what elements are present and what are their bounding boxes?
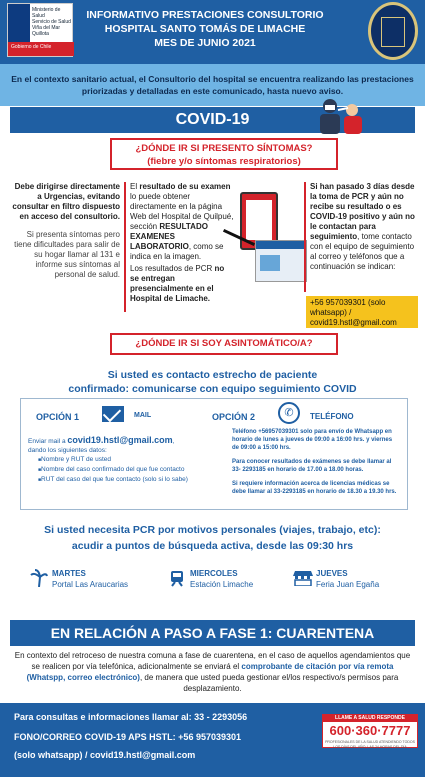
phase-text: En contexto del retroceso de nuestra comuna a fase de cuarentena, en el caso de aquellos agendamientos que se realicen por vía telefónica, adicionalmente se enviará el comprobante de citación por vía remota (Whatspp, correo electrónico), de manera que usted pueda gestionar el/los respectivo/s permisos para desplazamiento. [14,651,411,693]
pcr-personal-text [10,522,415,554]
pcr-line-1: Si usted necesita PCR por motivos personales (viajes, trabajo, etc): [44,524,381,536]
phase-title: EN RELACIÓN A PASO A FASE 1: CUARENTENA [10,620,415,646]
list-item: ■ Nombre y RUT de usted [38,455,218,465]
close-contact-text [10,368,415,396]
ministry-logo [7,3,73,57]
mail-data-list [28,455,218,485]
train-icon [168,569,186,587]
day-place: Feria Juan Egaña [316,580,380,589]
logo-line-3: Viña del Mar [32,25,60,31]
covid-title: COVID-19 [10,107,415,133]
salud-responde-subtitle: PROFESIONALES DE LA SALUD ATENDIENDO TODOS LOS DÍAS DEL AÑO, LAS 24 HORAS DEL DÍA [325,740,415,749]
whatsapp-contact-box: +56 957039301 (solo whatsapp) / covid19.hstl@gmail.com [306,296,418,328]
list-item: ■ Nombre del caso confirmado del que fue contacto [38,465,218,475]
phone-icon: ✆ [278,402,300,424]
intro-text: En el contexto sanitario actual, el Consultorio del hospital se encuentra realizando las prestaciones priorizadas y detalladas en este comunicado, hasta nuevo aviso. [11,74,414,96]
logo-line-2: Servicio de Salud [32,19,71,25]
pcr-line-2: acudir a puntos de búsqueda activa, desde las 09:30 hrs [71,540,354,552]
logo-text [32,7,72,37]
followup-column [310,182,418,272]
symptoms-question: ¿DÓNDE IR SI PRESENTO SÍNTOMAS? [135,143,313,154]
urgency-column [10,182,120,280]
mail-address[interactable]: covid19.hstl@gmail.com [67,435,173,445]
footer-line-1: Para consultas e informaciones llamar al: 33 - 2293056 [14,712,248,722]
title-line-3: MES DE JUNIO 2021 [154,37,256,49]
followup-bold: Si han pasado 3 días desde la toma de PCR y aún no recibe su resultado o es COVID-19 positivo y aún no le contactan para seguimiento [310,182,415,241]
logo-line-1: Ministerio de Salud [32,7,61,19]
mail-data-intro: dando los siguientes datos: [28,447,107,454]
footer-line-2: FONO/CORREO COVID-19 APS HSTL: +56 957039301 [14,732,241,742]
testing-point-thursday [316,568,379,590]
title-line-2: HOSPITAL SANTO TOMÁS DE LIMACHE [104,23,306,35]
phone-instructions [232,428,400,502]
divider-1 [124,182,126,312]
market-stall-icon [292,570,314,586]
results-column [130,182,235,304]
logo-line-4: Quillota [32,31,49,37]
salud-responde-number: 600·360·7777 [329,723,411,738]
footer-line-3: (solo whatsapp) / covid19.hstl@gmail.com [14,750,196,760]
logo-blue-block [8,4,30,42]
list-item: ■ RUT del caso del que fue contacto (solo si lo sabe) [38,475,218,485]
page-title [80,8,330,50]
mail-label: MAIL [134,412,152,419]
testing-point-tuesday [52,568,128,590]
symptoms-question-box [110,138,338,170]
phone-whatsapp-hours: Teléfono +56957039301 solo para envío de Whatsapp en horario de lunes a jueves de 09:00 a 16:00 hrs. y viernes de 09:00 a 15:00 hrs. [232,429,393,451]
option-1-label: OPCIÓN 1 [36,412,80,422]
day-name: MIERCOLES [190,569,238,578]
pcr-results-note: Los resultados de PCR no se entregan presencialmente en el Hospital de Limache. [130,264,225,303]
mail-icon [102,406,124,422]
followup-rest: , tome contacto con el equipo de seguimiento al correo y teléfonos que a continuación se indican: [310,232,415,271]
results-paragraph: El resultado de su examen lo puede obtener directamente en la página Web del Hospital de Quilpué, sección RESULTADO EXAMENES LABORATORIO, como se indica en la imagen. [130,182,234,261]
logo-gobierno: Gobierno de Chile [11,44,52,50]
call-131-text: Si presenta síntomas pero tiene dificultades para salir de su hogar llamar al 131 e informe sus síntomas al personal de salud. [14,230,120,279]
palm-tree-icon [30,569,48,587]
urgency-instructions: Debe dirigirse directamente a Urgencias, evitando consultar en filtro dispuesto en acceso del consultorio. [12,182,120,221]
website-screenshot-image [255,240,307,282]
day-place: Estación Limache [190,580,254,589]
day-name: JUEVES [316,569,348,578]
asymptomatic-question-box: ¿DÓNDE IR SI SOY ASINTOMÁTICO/A? [110,333,338,355]
salud-responde-badge [322,714,418,748]
day-name: MARTES [52,569,86,578]
phone-label: TELÉFONO [310,412,354,421]
phone-licenses-info: Si requiere información acerca de licencias médicas se debe llamar al 33-2293185 en horario de 18.30 a 19.30 hrs. [232,481,397,495]
option-2-label: OPCIÓN 2 [212,412,256,422]
title-line-1: INFORMATIVO PRESTACIONES CONSULTORIO [86,9,324,21]
divider-2 [304,182,306,292]
close-contact-line-2: confirmado: comunicarse con equipo seguimiento COVID [68,383,357,395]
day-place: Portal Las Araucarias [52,580,129,589]
phone-results-info: Para conocer resultados de exámenes se debe llamar al 33- 2293185 en horario de 17.00 a 18.00 horas. [232,459,392,473]
hospital-seal-icon [368,2,418,60]
symptoms-subtitle: (fiebre y/o síntomas respiratorios) [147,156,301,167]
mail-instructions: Enviar mail a covid19.hstl@gmail.com, dando los siguientes datos: ■ Nombre y RUT de usted ■ Nombre del caso confirmado del que fue contacto ■ RUT del caso del que fue contacto (solo si lo sabe) [28,436,218,485]
doctor-patient-icon [310,96,370,134]
close-contact-line-1: Si usted es contacto estrecho de paciente [107,369,318,381]
testing-point-wednesday [190,568,253,590]
salud-responde-top: LLAME A SALUD RESPONDE [323,715,417,722]
